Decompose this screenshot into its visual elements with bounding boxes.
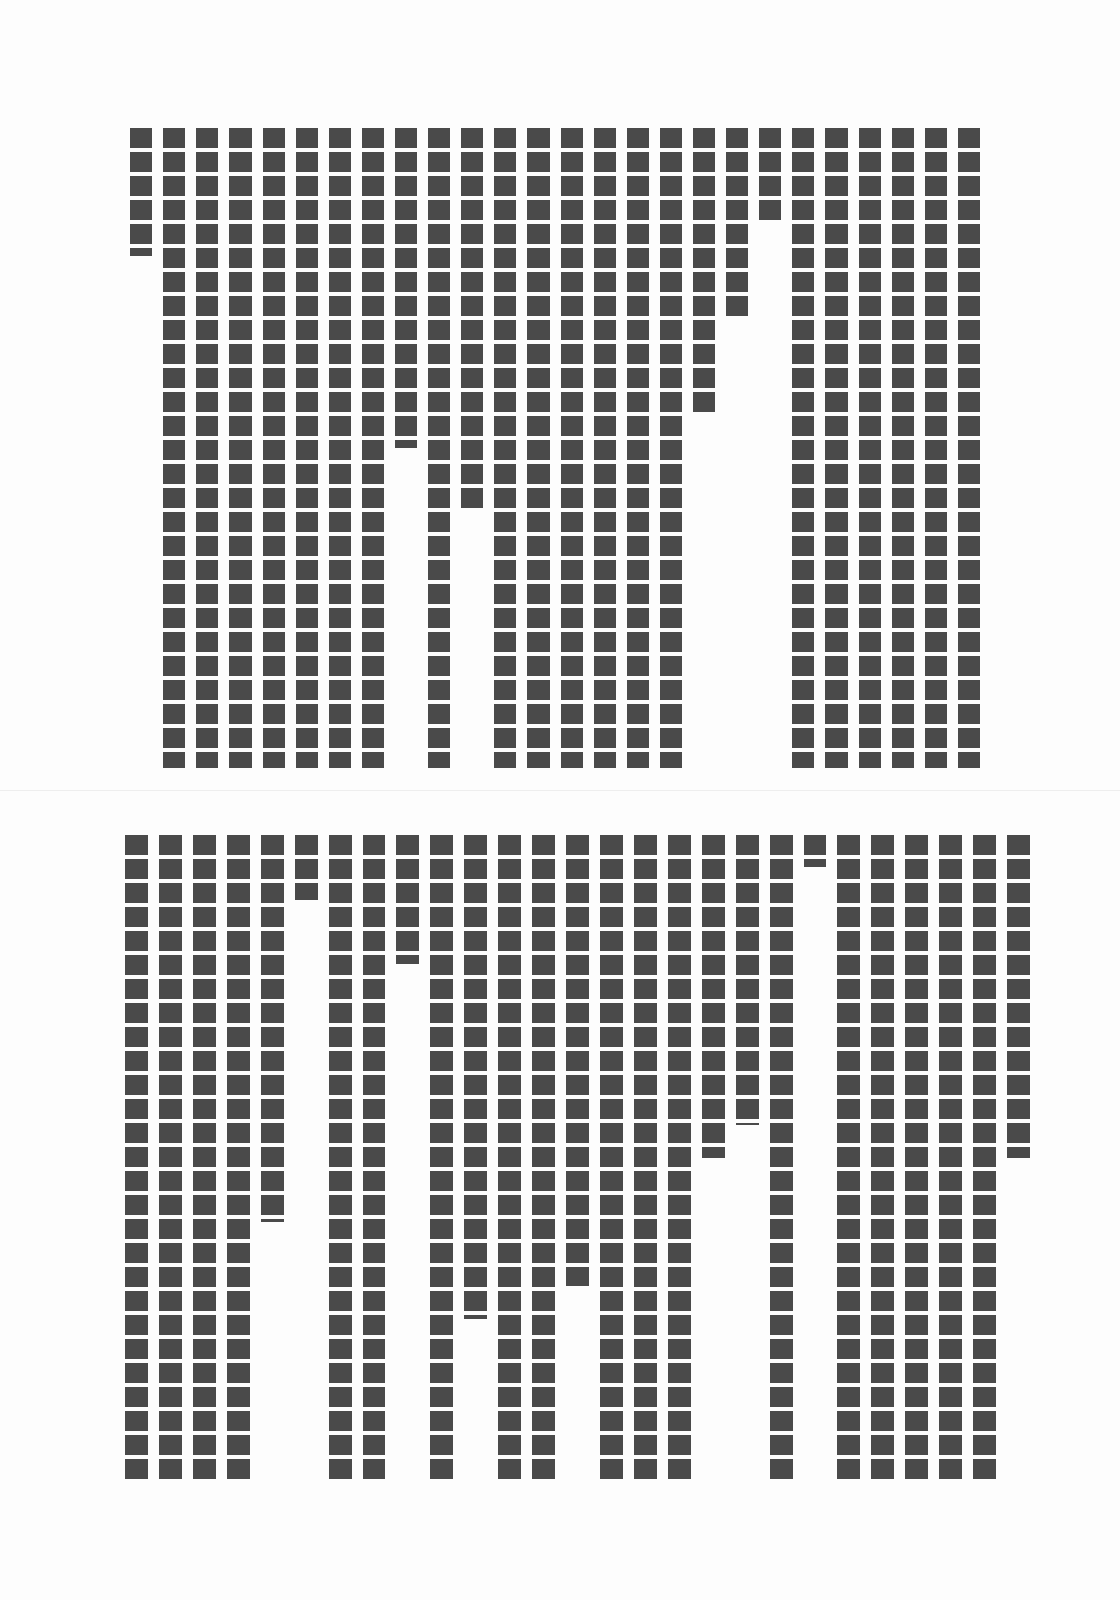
redacted-text-line: [461, 128, 483, 512]
redacted-text-line: [395, 128, 417, 448]
redacted-text-line: [905, 835, 928, 1480]
redacted-text-line: [770, 835, 793, 1480]
redacted-text-line: [494, 128, 516, 768]
redacted-text-line: [329, 128, 351, 768]
redacted-text-line: [566, 835, 589, 1286]
redacted-text-line: [229, 128, 251, 768]
redacted-text-line: [362, 128, 384, 768]
redacted-text-line: [527, 128, 549, 768]
redacted-text-line: [736, 835, 759, 1125]
redacted-text-line: [973, 835, 996, 1480]
redacted-text-line: [498, 835, 521, 1480]
redacted-text-line: [296, 128, 318, 768]
redacted-text-line: [634, 835, 657, 1480]
redacted-text-line: [193, 835, 216, 1480]
redacted-text-line: [668, 835, 691, 1480]
redacted-text-line: [594, 128, 616, 768]
redacted-text-line: [627, 128, 649, 768]
redacted-text-line: [804, 835, 827, 867]
redacted-text-line: [159, 835, 182, 1480]
redacted-text-line: [561, 128, 583, 768]
redacted-text-line: [892, 128, 914, 768]
redacted-text-line: [792, 128, 814, 768]
redacted-text-line: [759, 128, 781, 224]
redacted-text-line: [958, 128, 980, 768]
redacted-text-line: [428, 128, 450, 768]
redacted-text-line: [163, 128, 185, 768]
redacted-text-line: [726, 128, 748, 320]
redacted-text-line: [532, 835, 555, 1480]
redacted-text-line: [837, 835, 860, 1480]
redacted-text-line: [363, 835, 386, 1480]
upper-text-block: [130, 128, 980, 768]
redacted-text-line: [196, 128, 218, 768]
redacted-text-line: [600, 835, 623, 1480]
redacted-text-line: [464, 835, 487, 1319]
redacted-text-line: [660, 128, 682, 768]
redacted-text-line: [939, 835, 962, 1480]
redacted-text-line: [329, 835, 352, 1480]
redacted-text-line: [295, 835, 318, 900]
redacted-text-line: [261, 835, 284, 1222]
page-divider: [0, 790, 1120, 791]
redacted-text-line: [263, 128, 285, 768]
redacted-text-line: [227, 835, 250, 1480]
redacted-text-line: [702, 835, 725, 1158]
redacted-text-line: [1007, 835, 1030, 1158]
redacted-text-line: [430, 835, 453, 1480]
redacted-text-line: [125, 835, 148, 1480]
redacted-text-line: [925, 128, 947, 768]
redacted-text-line: [871, 835, 894, 1480]
lower-text-block: [125, 835, 1030, 1480]
redacted-text-line: [825, 128, 847, 768]
redacted-text-line: [859, 128, 881, 768]
redacted-text-line: [693, 128, 715, 416]
redacted-text-line: [130, 128, 152, 256]
redacted-text-line: [396, 835, 419, 964]
